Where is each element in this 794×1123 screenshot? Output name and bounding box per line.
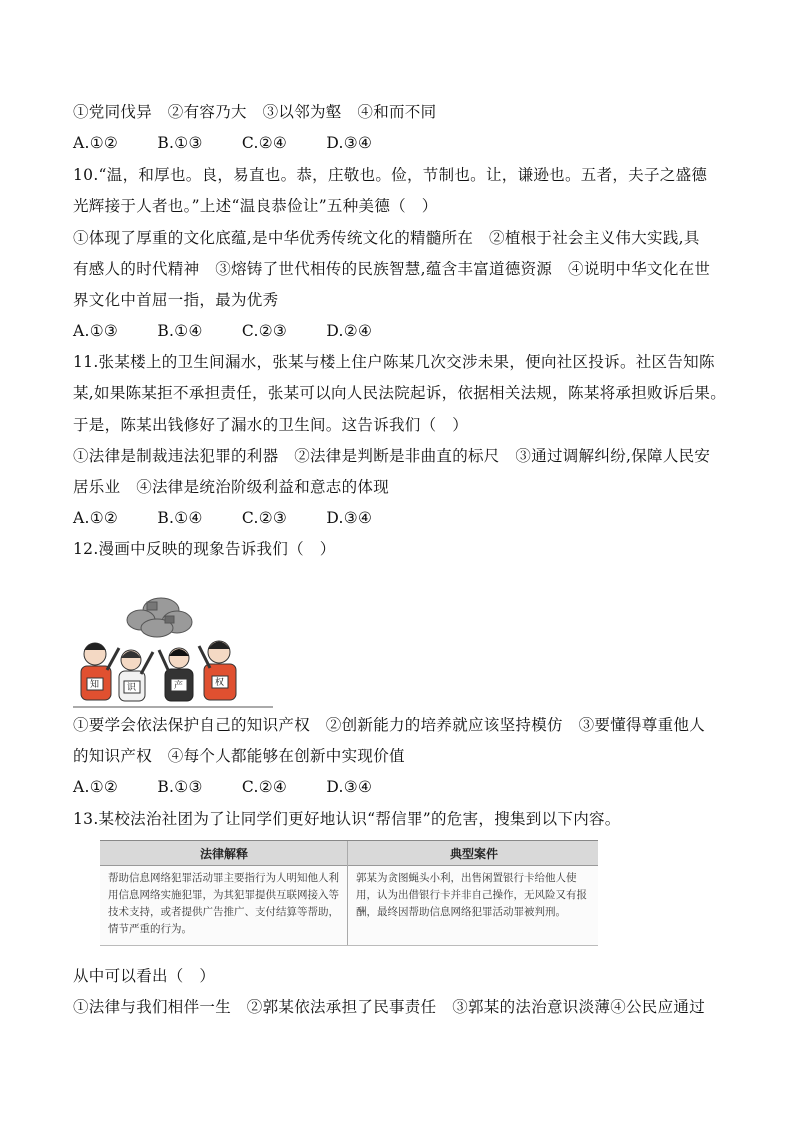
q13-table-divider bbox=[347, 841, 348, 945]
q12-options bbox=[73, 777, 406, 797]
q10-option-c: C.②③ bbox=[241, 322, 288, 340]
q9-option-c: C.②④ bbox=[241, 134, 288, 152]
q9-option-a: A.①② bbox=[73, 134, 119, 152]
cartoon-illustration bbox=[73, 592, 273, 710]
q12-option-a: A.①② bbox=[73, 778, 119, 796]
cartoon-person-3 bbox=[159, 648, 193, 701]
cartoon-person-4 bbox=[199, 641, 236, 700]
cartoon-sign-4-text: 权 bbox=[215, 678, 225, 688]
q10-option-b: B.①④ bbox=[157, 322, 203, 340]
q13-table bbox=[100, 840, 598, 946]
q11-options bbox=[73, 508, 406, 528]
q10-statement-line3: 界文化中首屈一指，最为优秀 bbox=[73, 291, 279, 309]
q10-option-d: D.②④ bbox=[326, 322, 373, 340]
q11-option-b: B.①④ bbox=[157, 509, 203, 527]
q10-stem-line2: 光辉接于人者也。”上述“温良恭俭让”五种美德（ ） bbox=[73, 197, 438, 215]
q11-stem-line3: 于是，陈某出钱修好了漏水的卫生间。这告诉我们（ ） bbox=[73, 416, 469, 434]
q13-table-col1-text: 帮助信息网络犯罪活动罪主要指行为人明知他人利用信息网络实施犯罪，为其犯罪提供互联网接入等技术支持，或者提供广告推广、支付结算等帮助，情节严重的行为。 bbox=[108, 872, 339, 935]
q11-stem-line2: 某,如果陈某拒不承担责任，张某可以向人民法院起诉，依据相关法规，陈某将承担败诉后果。 bbox=[73, 384, 727, 402]
q11-option-c: C.②③ bbox=[241, 509, 288, 527]
cartoon-sign-2-text: 识 bbox=[127, 683, 137, 693]
q10-stem-line1: 10.“温，和厚也。良，易直也。恭，庄敬也。俭，节制也。让，谦逊也。五者，夫子之盛德 bbox=[73, 166, 708, 184]
q11-option-a: A.①② bbox=[73, 509, 119, 527]
q13-lead: 从中可以看出（ ） bbox=[73, 967, 216, 985]
q12-option-b: B.①③ bbox=[157, 778, 203, 796]
q9-option-b: B.①③ bbox=[157, 134, 203, 152]
q9-option-d: D.③④ bbox=[326, 134, 373, 152]
q13-stem: 13.某校法治社团为了让同学们更好地认识“帮信罪”的危害，搜集到以下内容。 bbox=[73, 810, 621, 828]
q10-statement-line2: 有感人的时代精神 ③熔铸了世代相传的民族智慧,蕴含丰富道德资源 ④说明中华文化在世 bbox=[73, 260, 711, 278]
q10-option-a: A.①③ bbox=[73, 322, 119, 340]
q9-statements: ①党同伐异 ②有容乃大 ③以邻为壑 ④和而不同 bbox=[73, 103, 437, 121]
q13-table-header-col1: 法律解释 bbox=[200, 847, 249, 861]
q11-option-d: D.③④ bbox=[326, 509, 373, 527]
q12-option-c: C.②④ bbox=[241, 778, 288, 796]
q12-option-d: D.③④ bbox=[326, 778, 373, 796]
q13-table-header-col2: 典型案件 bbox=[450, 847, 499, 861]
q10-options bbox=[73, 321, 406, 341]
q13-table-header bbox=[100, 841, 598, 866]
cartoon-person-1 bbox=[81, 643, 119, 700]
q13-table-col2-text: 郭某为贪图蝇头小利，出售闲置银行卡给他人使用，认为出借银行卡并非自己操作，无风险又有报酬，最终因帮助信息网络犯罪活动罪被判刑。 bbox=[356, 872, 587, 918]
q11-statement-line1: ①法律是制裁违法犯罪的利器 ②法律是判断是非曲直的标尺 ③通过调解纠纷,保障人民安 bbox=[73, 447, 711, 465]
q11-statement-line2: 居乐业 ④法律是统治阶级利益和意志的体现 bbox=[73, 478, 390, 496]
q9-options bbox=[73, 133, 406, 153]
cartoon-sign-3-text: 产 bbox=[174, 681, 184, 691]
q13-statement-line1: ①法律与我们相伴一生 ②郭某依法承担了民事责任 ③郭某的法治意识淡薄④公民应通过 bbox=[73, 998, 706, 1016]
q12-statement-line1: ①要学会依法保护自己的知识产权 ②创新能力的培养就应该坚持模仿 ③要懂得尊重他人 bbox=[73, 716, 706, 734]
q11-stem-line1: 11.张某楼上的卫生间漏水，张某与楼上住户陈某几次交涉未果，便向社区投诉。社区告知陈 bbox=[73, 353, 715, 371]
cartoon-cloud bbox=[127, 598, 192, 637]
q12-statement-line2: 的知识产权 ④每个人都能够在创新中实现价值 bbox=[73, 747, 405, 765]
q10-statement-line1: ①体现了厚重的文化底蕴,是中华优秀传统文化的精髓所在 ②植根于社会主义伟大实践,具 bbox=[73, 229, 700, 247]
q12-stem: 12.漫画中反映的现象告诉我们（ ） bbox=[73, 540, 336, 558]
cartoon-sign-1-text: 知 bbox=[90, 680, 100, 690]
